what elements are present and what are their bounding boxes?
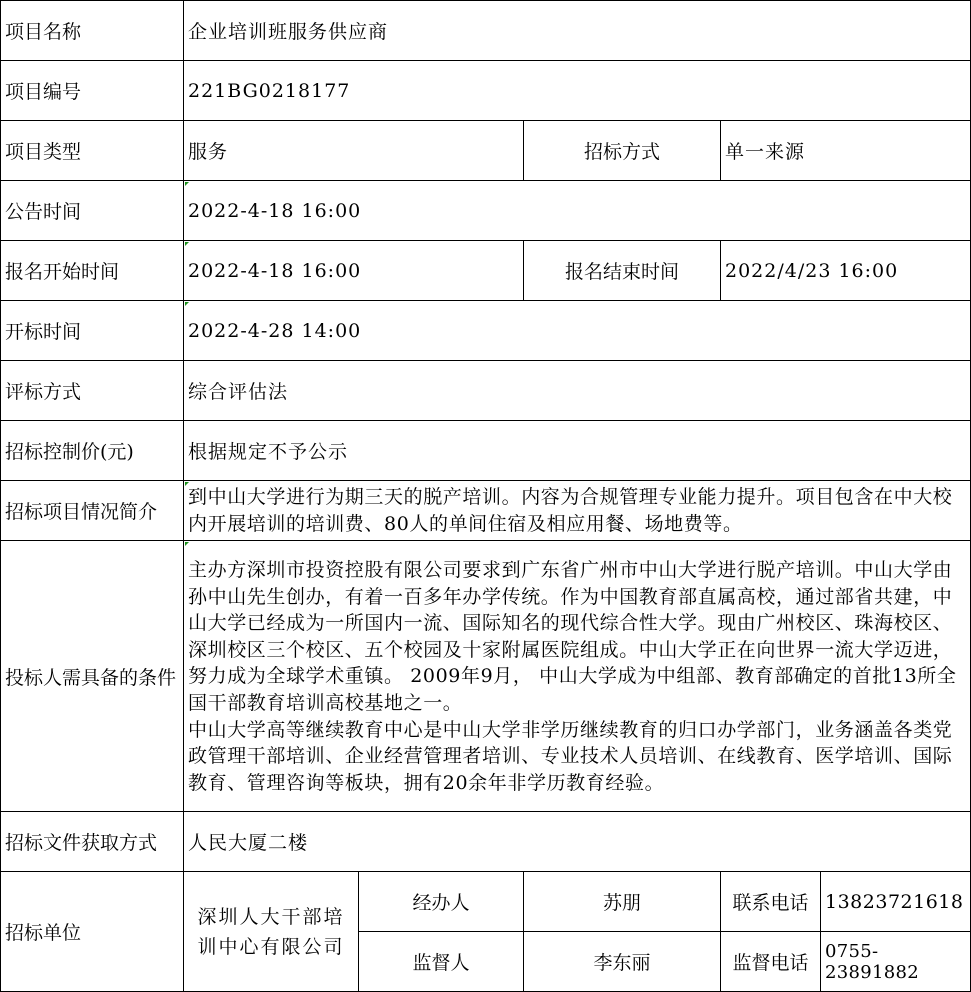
value-bid-method: 单一来源: [721, 121, 971, 181]
value-project-number: 221BG0218177: [184, 61, 971, 121]
cell-marker: [185, 302, 189, 306]
label-eval-method: 评标方式: [0, 361, 184, 421]
value-doc-method: 人民大厦二楼: [184, 812, 971, 872]
label-supervisor-phone: 监督电话: [721, 932, 821, 992]
label-signup-end: 报名结束时间: [524, 241, 721, 301]
label-bid-open-time: 开标时间: [0, 301, 184, 361]
requirements-paragraph-1: 主办方深圳市投资控股有限公司要求到广东省广州市中山大学进行脱产培训。中山大学由孙中山先生创办，有着一百多年办学传统。作为中国教育部直属高校，通过部省共建，中山大学已经成为一所国内一流、国际知名的现代综合性大学。现由广州校区、珠海校区、深圳校区三个校区、五个校园及十家附属医院组成。中山大学正在向世界一流大学迈进，努力成为全球学术重镇。 2009年9月， 中山大学成为中组部、教育部确定的首批13所全国干部教育培训高校基地之一。: [188, 559, 957, 714]
value-announce-time: 2022-4-18 16:00: [184, 181, 971, 241]
value-bidder-requirements: [184, 541, 971, 812]
value-signup-end: 2022/4/23 16:00: [721, 241, 971, 301]
label-handler: 经办人: [359, 872, 524, 932]
value-contact-phone: 13823721618: [821, 872, 971, 932]
value-project-summary: 到中山大学进行为期三天的脱产培训。内容为合规管理专业能力提升。项目包含在中大校内开展培训的培训费、80人的单间住宿及相应用餐、场地费等。: [184, 481, 971, 541]
cell-marker: [185, 542, 189, 546]
label-supervisor: 监督人: [359, 932, 524, 992]
label-doc-method: 招标文件获取方式: [0, 812, 184, 872]
label-project-name: 项目名称: [0, 0, 184, 61]
value-handler: 苏朋: [524, 872, 721, 932]
cell-marker: [185, 242, 189, 246]
value-bid-open-time: 2022-4-28 14:00: [184, 301, 971, 361]
value-bid-unit-org: 深圳人大干部培训中心有限公司: [184, 872, 359, 992]
cell-marker: [185, 482, 189, 486]
cell-marker: [185, 182, 189, 186]
label-project-number: 项目编号: [0, 61, 184, 121]
value-eval-method: 综合评估法: [184, 361, 971, 421]
label-signup-start: 报名开始时间: [0, 241, 184, 301]
label-bid-method: 招标方式: [524, 121, 721, 181]
value-supervisor: 李东丽: [524, 932, 721, 992]
label-bid-unit: 招标单位: [0, 872, 184, 992]
label-project-type: 项目类型: [0, 121, 184, 181]
value-project-type: 服务: [184, 121, 524, 181]
label-control-price: 招标控制价(元): [0, 421, 184, 481]
label-announce-time: 公告时间: [0, 181, 184, 241]
requirements-paragraph-2: 中山大学高等继续教育中心是中山大学非学历继续教育的归口办学部门，业务涵盖各类党政管理干部培训、企业经营管理者培训、专业技术人员培训、在线教育、医学培训、国际教育、管理咨询等板块，拥有20余年非学历教育经验。: [188, 718, 953, 794]
label-bidder-requirements: 投标人需具备的条件: [0, 541, 184, 812]
value-signup-start: 2022-4-18 16:00: [184, 241, 524, 301]
value-project-name: 企业培训班服务供应商: [184, 0, 971, 61]
value-control-price: 根据规定不予公示: [184, 421, 971, 481]
label-contact-phone: 联系电话: [721, 872, 821, 932]
label-project-summary: 招标项目情况简介: [0, 481, 184, 541]
value-supervisor-phone: 0755-23891882: [821, 932, 971, 992]
